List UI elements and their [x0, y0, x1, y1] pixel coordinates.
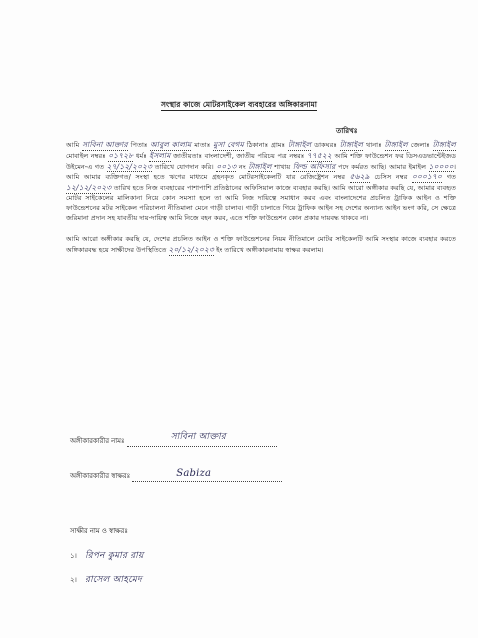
- printed-text: থানাঃ: [363, 141, 385, 149]
- printed-text: নং: [236, 162, 249, 171]
- printed-text: ইং তারিখে অঙ্গীকারনামায় স্বাক্ষর করলাম।: [213, 246, 324, 255]
- witness-name-handwriting: রিপন কুমার রায়: [85, 551, 144, 561]
- handwritten-entry: ০১৭২৮: [108, 150, 134, 160]
- signer-name-line: [127, 432, 277, 447]
- handwritten-entry: ইসলাম: [149, 150, 171, 160]
- handwritten-entry: ০০০১৭০: [412, 172, 443, 182]
- handwritten-entry: ফিল্ড অফিসার: [292, 161, 336, 171]
- printed-text: জাতীয়তাঃ বাংলাদেশী, জাতীয় পরিচয় পত্র নম্বরঃ: [170, 151, 307, 160]
- printed-text: । আমি আমার ব্যক্তিগত/ সংস্থা হতে ঋণের মাধ্যমে গ্রহনকৃত মোটরসাইকেলটি যার রেজিষ্ট্রেশন নম্বর: [66, 162, 457, 182]
- handwritten-entry: ৫৬২৯: [349, 172, 370, 182]
- witness-title: সাক্ষীর নাম ও স্বাক্ষরঃ: [70, 527, 128, 535]
- handwritten-entry: সাবিনা আক্তার: [82, 140, 128, 149]
- printed-text: তারিখ হতে নিজ ব্যবহারের পাশাপাশি প্রতিষ্ঠানের অফিসিয়াল কাজে ব্যবহার করছি। আমি আরো অঙ্গীকার করছি যে, আমার ব্যবহৃত মোটর সাইকেলের মালিকানা নিয়ে কোন সমস্যা হলে তা আমি নিজ দায়িত্বে সমাধান করব এবং বাংলাদেশের প্রচলিত ট্রাফিক আইন ও শক্তি ফাউন্ডেশনের মটর সাইকেল পরিচালনা নীতিমালা মেনে গাড়ী চালাব। গাড়ী চালাতে গিয়ে ট্রাফিক আইন সহ দেশের অন্যান্য আইন ভংগ করি, সে ক্ষেত্রে জরিমানা প্রদান সহ যাবতীয় দায়-দায়িত্ব আমি নিজে বহন করব, এতে শক্তি ফাউন্ডেশন কোন প্রকার দায়বদ্ধ থাকবে না।: [66, 184, 456, 222]
- witness-number: ১।: [70, 552, 77, 560]
- handwritten-entry: ২৭/১২/২০২৩: [106, 161, 153, 171]
- handwritten-entry: টাঙ্গাইল: [384, 140, 408, 149]
- printed-text: তারিখে যোগদান করি।: [152, 162, 217, 171]
- printed-text: আমি: [66, 141, 83, 149]
- printed-text: ঠিকানাঃ গ্রামঃ: [243, 141, 288, 149]
- date-label: তারিখঃ: [336, 127, 358, 135]
- printed-text: পদে কর্মরত আছি। আমার ইমাইল: [335, 162, 429, 171]
- handwritten-entry: ২০/১২/২০২৩: [168, 245, 214, 255]
- signer-name-handwriting: সাবিনা আক্তার: [170, 432, 226, 442]
- declaration-paragraph: [66, 140, 456, 223]
- signer-signature-row: [70, 470, 282, 482]
- commitment-paragraph: [66, 235, 456, 256]
- witness-row: [70, 548, 143, 563]
- printed-text: ডাকঘরঃ: [311, 141, 340, 149]
- signer-signature-line: [132, 468, 282, 482]
- printed-text: চেসিস নম্বর: [369, 173, 413, 182]
- printed-text: মোবাইল নম্বরঃ: [66, 151, 109, 160]
- signer-signature-handwriting: Sabiza: [176, 468, 212, 479]
- handwritten-entry: টাঙ্গাইল: [287, 140, 312, 149]
- document-title: সংস্থার কাজে মোটরসাইকেল ব্যবহারের অঙ্গিকারনামা: [161, 100, 317, 109]
- handwritten-entry: ০০১৩: [216, 161, 237, 171]
- witness-name-handwriting: রাসেল আহমেদ: [85, 575, 142, 585]
- handwritten-entry: টাঙ্গাইল: [432, 140, 456, 149]
- signer-signature-label: অঙ্গীকারকারীর স্বাক্ষরঃ: [70, 472, 131, 480]
- witness-row: [70, 572, 142, 587]
- handwritten-entry: আবুল কালাম: [150, 140, 192, 149]
- handwritten-entry: ১০০০০: [428, 161, 454, 171]
- witness-number: ২।: [70, 576, 77, 584]
- document-body: [66, 140, 456, 268]
- signer-name-label: অঙ্গীকারকারীর নামঃ: [70, 437, 125, 445]
- signer-name-row: [70, 432, 277, 447]
- handwritten-entry: ১২/১২/২০২৩: [66, 183, 112, 193]
- printed-text: আমি আরো অঙ্গীকার করছি যে, দেশের প্রচলিত আইন ও শক্তি ফাউন্ডেশনের নিয়ম নীতিমালে মোটর সাইকেলটি আমি সংস্থার কাজে ব্যবহার করতে অঙ্গিকারবদ্ধ হয়ে সাক্ষীদের উপস্থিতিতে: [66, 235, 456, 255]
- printed-text: পিতাঃ: [127, 141, 151, 149]
- printed-text: গত: [442, 173, 456, 182]
- printed-text: ধর্মঃ: [133, 151, 150, 160]
- handwritten-entry: ৭৭৫২২: [306, 150, 332, 160]
- printed-text: আমি শক্তি ফাউন্ডেশন ফর ডিসএডভান্টেইজড উইমেন-এ গত: [66, 151, 456, 171]
- handwritten-entry: টাঙ্গাইল: [339, 140, 364, 149]
- handwritten-entry: টাঙ্গাইল: [248, 161, 272, 171]
- printed-text: জেলাঃ: [407, 141, 433, 149]
- printed-text: শাখায়: [271, 162, 293, 171]
- printed-text: মাতাঃ: [191, 141, 214, 149]
- handwritten-entry: মুসা বেগম: [213, 140, 244, 149]
